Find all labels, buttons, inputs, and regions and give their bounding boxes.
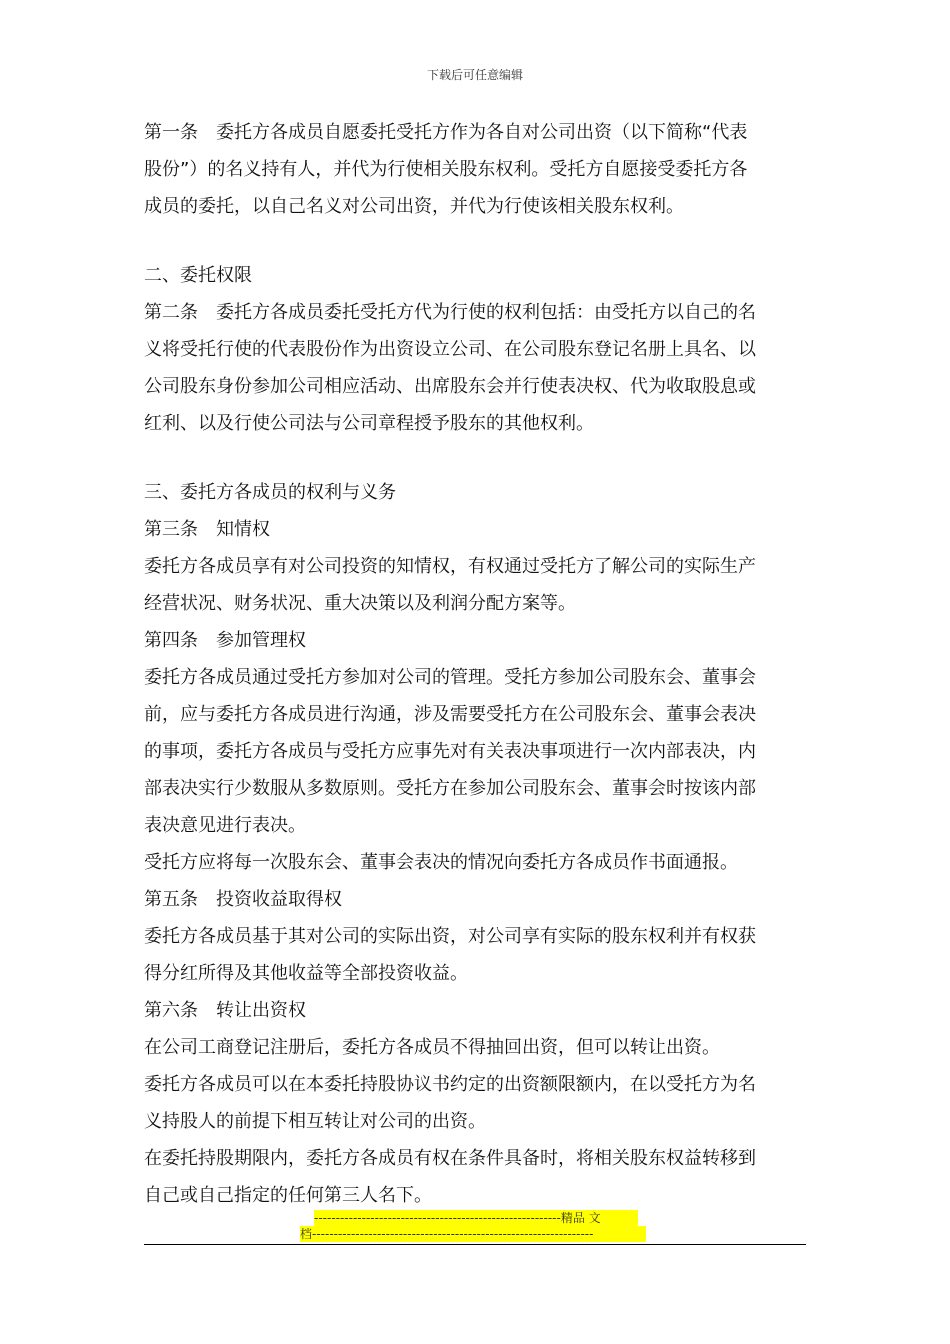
article-3-line-2: 经营状况、财务状况、重大决策以及利润分配方案等。 [144, 593, 576, 614]
article-6-line-1: 在公司工商登记注册后，委托方各成员不得抽回出资，但可以转让出资。 [144, 1037, 720, 1058]
article-2-line-2: 义将受托行使的代表股份作为出资设立公司、在公司股东登记名册上具名、以 [144, 339, 756, 360]
article-2-line-3: 公司股东身份参加公司相应活动、出席股东会并行使表决权、代为收取股息或 [144, 376, 756, 397]
article-4-line-4: 部表决实行少数服从多数原则。受托方在参加公司股东会、董事会时按该内部 [144, 778, 756, 799]
article-2-line-1: 第二条 委托方各成员委托受托方代为行使的权利包括：由受托方以自己的名 [144, 302, 756, 323]
article-4-line-3: 的事项，委托方各成员与受托方应事先对有关表决事项进行一次内部表决，内 [144, 741, 756, 762]
document-body [144, 114, 808, 1214]
article-4-title: 第四条 参加管理权 [144, 630, 306, 651]
article-1-line-3: 成员的委托，以自己名义对公司出资，并代为行使该相关股东权利。 [144, 196, 684, 217]
article-5-line-1: 委托方各成员基于其对公司的实际出资，对公司享有实际的股东权利并有权获 [144, 926, 756, 947]
section-heading-3: 三、委托方各成员的权利与义务 [144, 482, 396, 503]
article-4-line-2: 前，应与委托方各成员进行沟通，涉及需要受托方在公司股东会、董事会表决 [144, 704, 756, 725]
article-1-line-1: 第一条 委托方各成员自愿委托受托方作为各自对公司出资（以下简称“代表 [144, 122, 748, 143]
article-6-line-5: 自己或自己指定的任何第三人名下。 [144, 1185, 432, 1206]
article-5-line-2: 得分红所得及其他收益等全部投资收益。 [144, 963, 468, 984]
footer-highlight-line-2: 档----------------------------------------------------------------- [300, 1226, 646, 1242]
article-4-line-6: 受托方应将每一次股东会、董事会表决的情况向委托方各成员作书面通报。 [144, 852, 738, 873]
page-header: 下载后可任意编辑 [426, 68, 523, 82]
article-6-line-2: 委托方各成员可以在本委托持股协议书约定的出资额限额内，在以受托方为名 [144, 1074, 756, 1095]
footer-highlight-line-1: ---------------------------------------------------------精品 文 [314, 1210, 638, 1226]
article-5-title: 第五条 投资收益取得权 [144, 889, 342, 910]
section-heading-2: 二、委托权限 [144, 265, 252, 286]
article-6-line-3: 义持股人的前提下相互转让对公司的出资。 [144, 1111, 486, 1132]
article-1-line-2: 股份”）的名义持有人，并代为行使相关股东权利。受托方自愿接受委托方各 [144, 159, 748, 180]
article-4-line-1: 委托方各成员通过受托方参加对公司的管理。受托方参加公司股东会、董事会 [144, 667, 756, 688]
footer-divider [144, 1244, 806, 1245]
page-footer [300, 1210, 650, 1242]
article-4-line-5: 表决意见进行表决。 [144, 815, 306, 836]
article-3-title: 第三条 知情权 [144, 519, 270, 540]
article-6-title: 第六条 转让出资权 [144, 1000, 306, 1021]
article-6-line-4: 在委托持股期限内，委托方各成员有权在条件具备时，将相关股东权益转移到 [144, 1148, 756, 1169]
article-2-line-4: 红利、以及行使公司法与公司章程授予股东的其他权利。 [144, 413, 594, 434]
article-3-line-1: 委托方各成员享有对公司投资的知情权，有权通过受托方了解公司的实际生产 [144, 556, 756, 577]
